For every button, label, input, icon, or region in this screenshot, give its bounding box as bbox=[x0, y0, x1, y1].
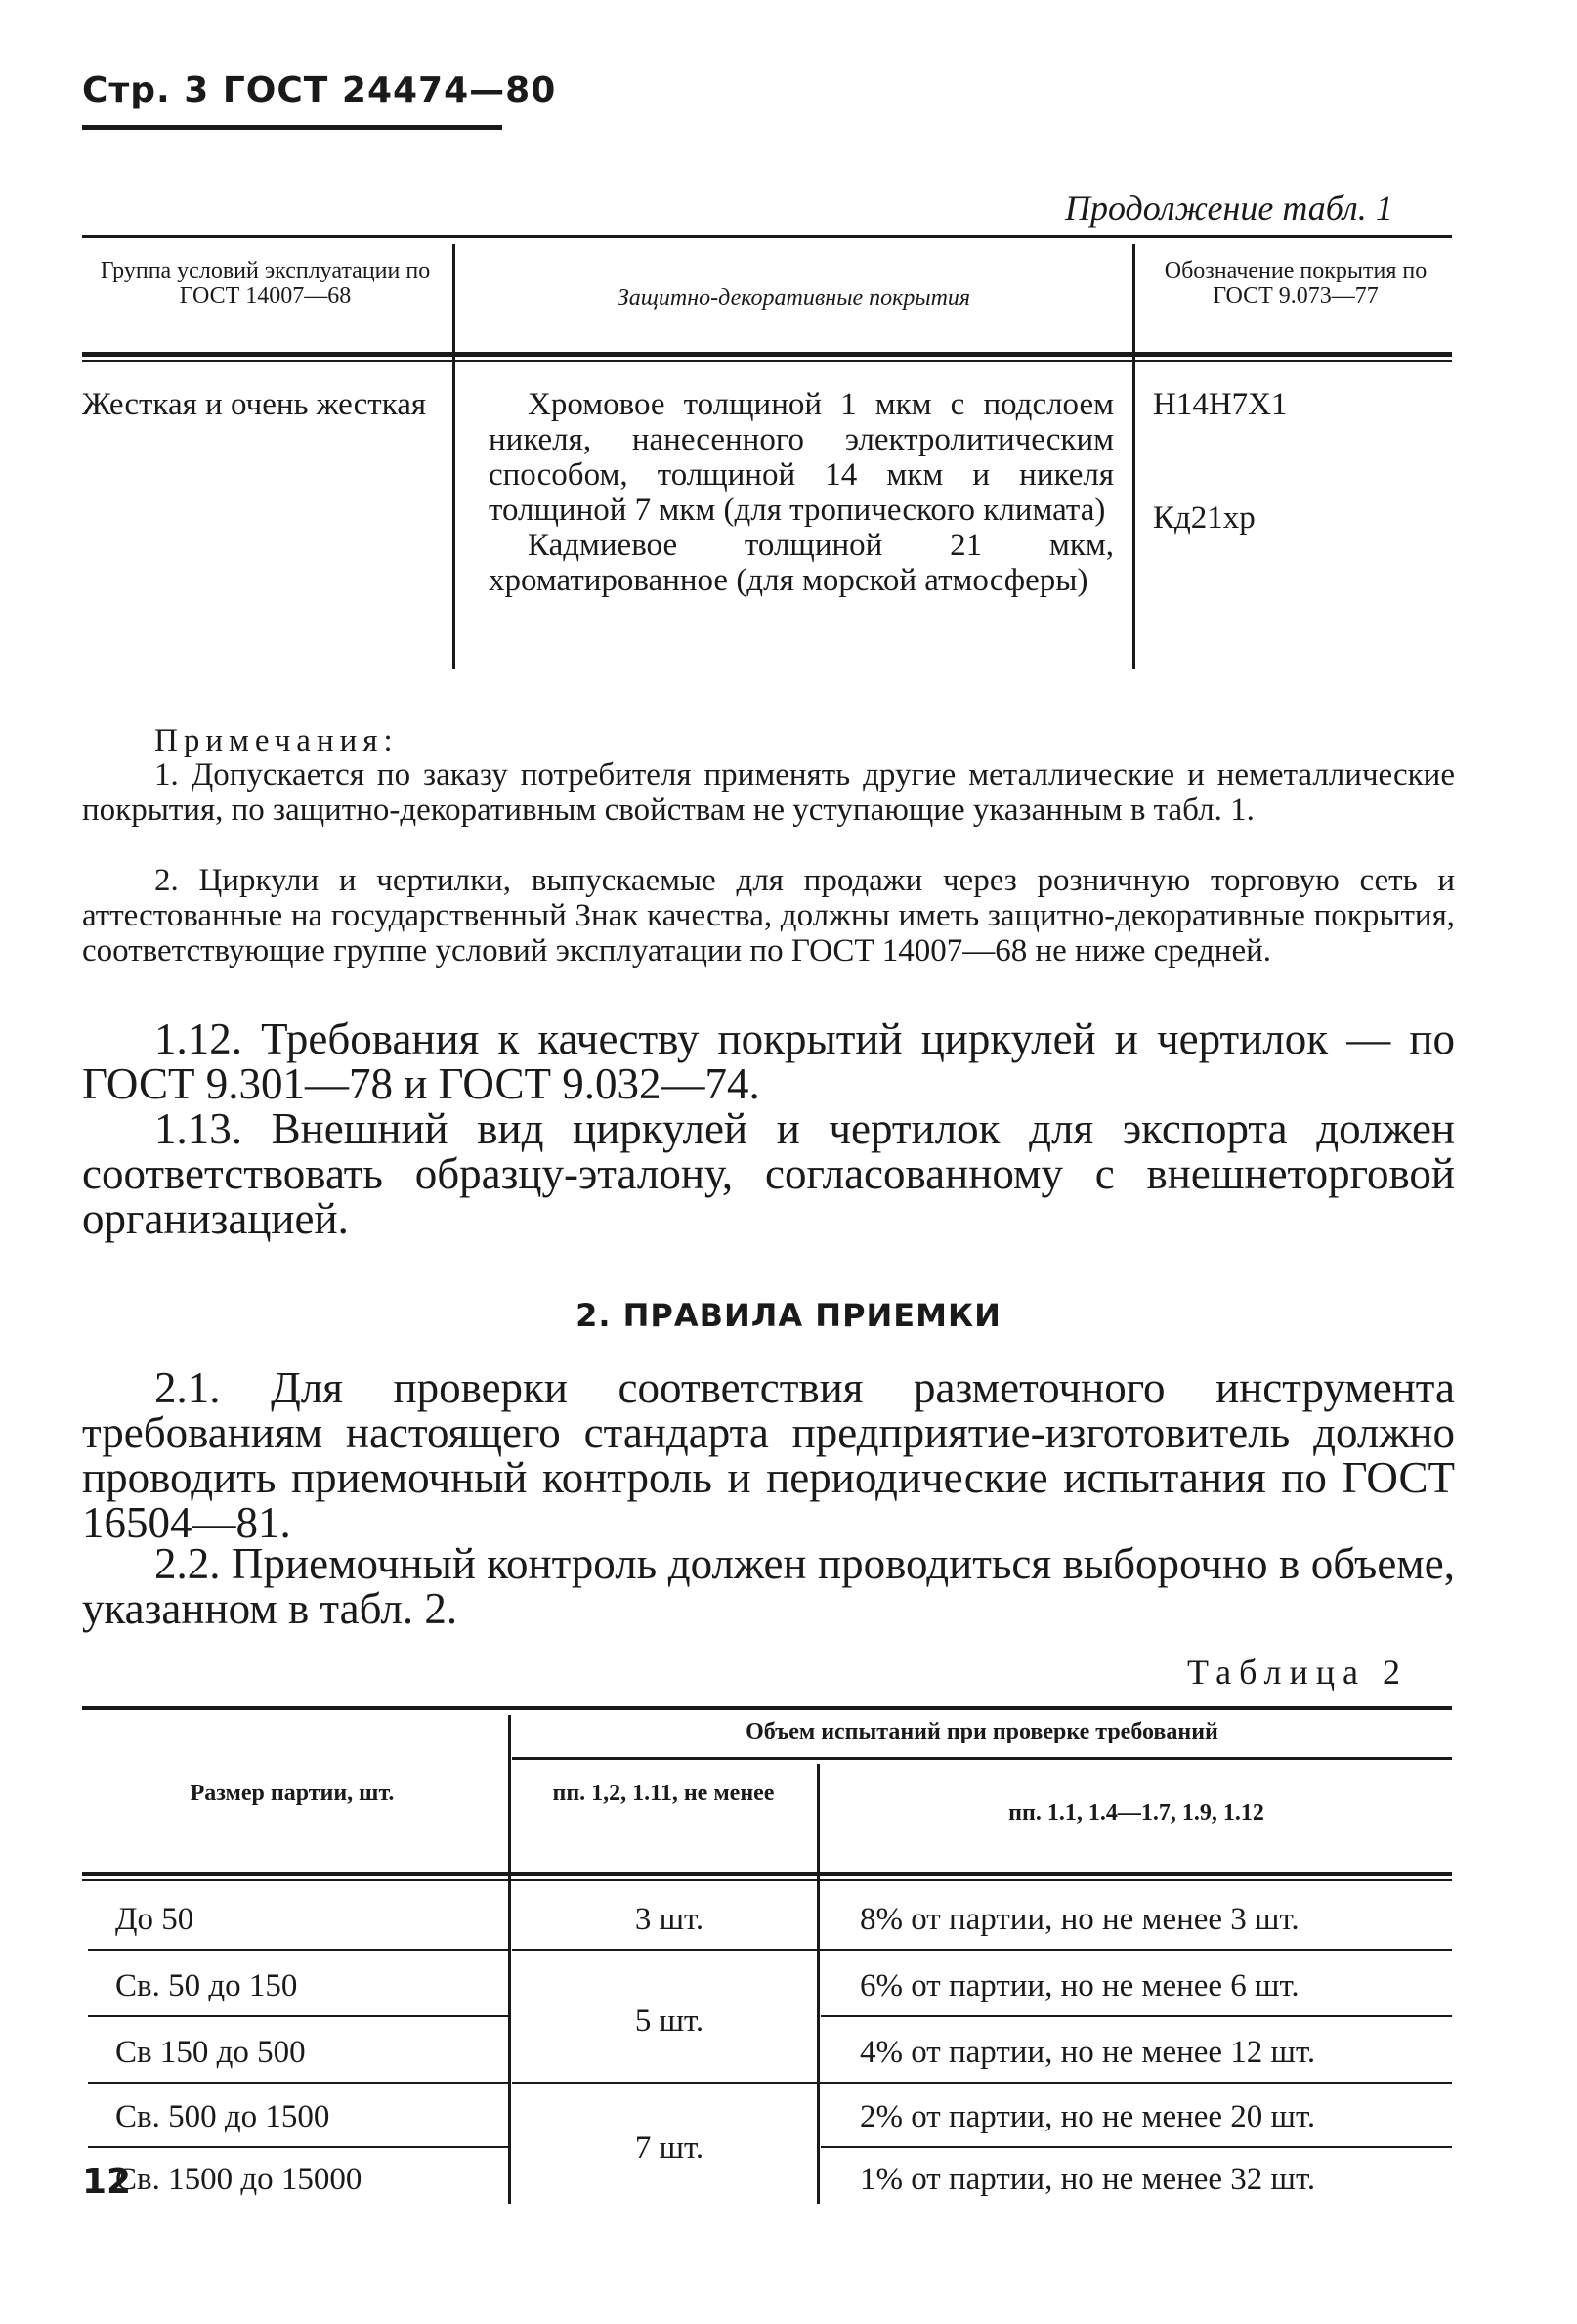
table2-row-2-min: 5 шт. bbox=[634, 2003, 704, 2039]
table2-header-rule bbox=[82, 1872, 1452, 1876]
page-number: 12 bbox=[82, 2162, 132, 2202]
table2-subheader-rule bbox=[512, 1757, 1452, 1760]
table2-row-line bbox=[88, 2015, 508, 2017]
paragraph-1-12: 1.12. Требования к качеству покрытий циркулей и чертилок — по ГОСТ 9.301—78 и ГОСТ 9.032—74. bbox=[82, 1014, 1455, 1108]
table2-row-2-pct: 6% от партии, но не менее 6 шт. bbox=[860, 1968, 1300, 2003]
table2-row-line bbox=[512, 2082, 1452, 2084]
table2-header-rule-thin bbox=[82, 1879, 1452, 1881]
table2-row-3-pct: 4% от партии, но не менее 12 шт. bbox=[860, 2035, 1316, 2070]
table1-header-rule bbox=[82, 352, 1452, 357]
table2-row-1-size: До 50 bbox=[115, 1902, 194, 1937]
table2-col-divider-1 bbox=[508, 1715, 511, 2204]
table2-col2-header: пп. 1,2, 1.11, не менее bbox=[552, 1781, 775, 1806]
table2-row-line bbox=[821, 2015, 1452, 2017]
table2-row-5-size: Св. 1500 до 15000 bbox=[115, 2162, 362, 2197]
paragraph-2-1: 2.1. Для проверки соответствия разметочного инструмента требованиям настоящего стандарта предприятие-изготовитель должно проводить приемочный контроль и периодические испытания по ГОСТ 16504—81. bbox=[82, 1363, 1455, 1547]
table1-coating-2: Кадмиевое толщиной 21 мкм, хроматированное (для морской атмосферы) bbox=[489, 528, 1114, 598]
table2-row-line bbox=[88, 2146, 508, 2148]
table2-row-4-pct: 2% от партии, но не менее 20 шт. bbox=[860, 2099, 1316, 2134]
table2-row-line bbox=[821, 2146, 1452, 2148]
note-1: 1. Допускается по заказу потребителя применять другие металлические и неметаллические покрытия, по защитно-декоративным свойствам не уступающие указанным в табл. 1. bbox=[82, 757, 1455, 828]
table2-row-1-min: 3 шт. bbox=[634, 1902, 704, 1937]
table1-top-rule bbox=[82, 235, 1452, 238]
table2-group-header: Объем испытаний при проверке требований bbox=[746, 1719, 1218, 1744]
table2-row-2-size: Св. 50 до 150 bbox=[115, 1968, 298, 2003]
table2-row-5-pct: 1% от партии, но не менее 32 шт. bbox=[860, 2162, 1316, 2197]
table1-continuation-caption: Продолжение табл. 1 bbox=[1065, 189, 1393, 228]
table2-row-1-pct: 8% от партии, но не менее 3 шт. bbox=[860, 1902, 1300, 1937]
note-2: 2. Циркули и чертилки, выпускаемые для продажи через розничную торговую сеть и аттестованные на государственный Знак качества, должны иметь защитно-декоративные покрытия, соответствующие группе условий эксплуатации по ГОСТ 14007—68 не ниже средней. bbox=[82, 863, 1455, 968]
section-2-title: 2. ПРАВИЛА ПРИЕМКИ bbox=[575, 1297, 1002, 1334]
table2-col1-header: Размер партии, шт. bbox=[190, 1781, 395, 1806]
table2-col3-header: пп. 1.1, 1.4—1.7, 1.9, 1.12 bbox=[1008, 1800, 1264, 1826]
table1-code-1: Н14Н7Х1 bbox=[1153, 387, 1288, 422]
table2-row-4-size: Св. 500 до 1500 bbox=[115, 2099, 330, 2134]
table1-col3-header: Обозначение покрытия по ГОСТ 9.073—77 bbox=[1164, 258, 1428, 309]
table1-col1-header: Группа условий эксплуатации по ГОСТ 14007—68 bbox=[100, 258, 431, 309]
table1-coatings-cell bbox=[489, 387, 1114, 598]
notes-title: Примечания: bbox=[154, 723, 399, 758]
table2-top-rule bbox=[82, 1706, 1452, 1710]
table2-row-4-min: 7 шт. bbox=[634, 2130, 704, 2166]
table2-row-line bbox=[88, 2082, 508, 2084]
table1-code-2: Кд21хр bbox=[1153, 500, 1256, 536]
table1-col2-header: Защитно-декоративные покрытия bbox=[617, 285, 971, 311]
paragraph-1-13: 1.13. Внешний вид циркулей и чертилок для экспорта должен соответствовать образцу-эталону, согласованному с внешнеторговой организацией. bbox=[82, 1104, 1455, 1243]
table1-codes-cell bbox=[1153, 387, 1446, 536]
table2-row-3-size: Св 150 до 500 bbox=[115, 2035, 306, 2070]
table2-row-line bbox=[512, 1949, 1452, 1951]
table1-coating-1: Хромовое толщиной 1 мкм с подслоем никеля, нанесенного электролитическим способом, толщиной 14 мкм и никеля толщиной 7 мкм (для тропического климата) bbox=[489, 387, 1114, 528]
page-header: Стр. 3 ГОСТ 24474—80 bbox=[82, 70, 557, 110]
table2-col-divider-2 bbox=[817, 1764, 820, 2204]
header-rule bbox=[82, 125, 502, 130]
table1-header-rule-thin bbox=[82, 360, 1452, 362]
paragraph-2-2: 2.2. Приемочный контроль должен проводиться выборочно в объеме, указанном в табл. 2. bbox=[82, 1539, 1455, 1633]
table1-col-divider-2 bbox=[1132, 244, 1135, 669]
table2-label: Таблица 2 bbox=[1187, 1653, 1408, 1692]
table1-group-cell: Жесткая и очень жесткая bbox=[82, 387, 427, 422]
table2-row-line bbox=[88, 1949, 508, 1951]
table1-col-divider-1 bbox=[452, 244, 455, 669]
